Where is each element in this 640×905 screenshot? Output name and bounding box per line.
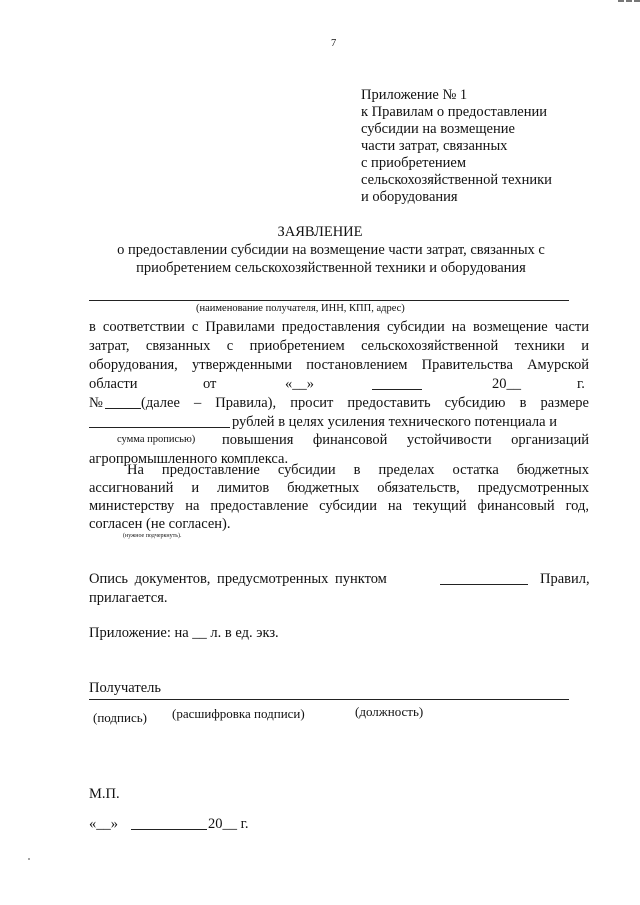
appendix-line: сельскохозяйственной техники <box>361 172 552 188</box>
signature-caption: (подпись) <box>93 710 147 725</box>
recipient-label: Получатель <box>89 680 161 696</box>
recipient-caption: (наименование получателя, ИНН, КПП, адрес) <box>196 303 405 314</box>
subsidy-amount-field[interactable] <box>89 427 230 428</box>
appendix-line: субсидии на возмещение <box>361 121 515 137</box>
decree-day-field[interactable]: «__» <box>285 376 314 392</box>
signature-field[interactable] <box>89 699 569 700</box>
date-month-field[interactable] <box>131 829 207 830</box>
recipient-name-field[interactable] <box>89 300 569 301</box>
stamp-place: М.П. <box>89 786 120 802</box>
document-subtitle-line: приобретением сельскохозяйственной техники и оборудования <box>136 260 526 276</box>
appendix-line: к Правилам о предоставлении <box>361 104 548 120</box>
decree-number-field[interactable] <box>105 408 141 409</box>
body-line: министерству на предоставление субсидии на текущий финансовый год, <box>89 498 589 514</box>
body-line: оборудования, утвержденными постановлением Правительства Амурской <box>89 357 589 373</box>
body-line: рублей в целях усиления технического потенциала и <box>232 414 557 430</box>
attachment-line: Приложение: на __ л. в ед. экз. <box>89 625 279 641</box>
body-line: На предоставление субсидии в пределах остатка бюджетных <box>127 462 589 478</box>
appendix-line: части затрат, связанных <box>361 138 508 154</box>
inventory-line: прилагается. <box>89 590 168 606</box>
decree-month-field[interactable] <box>372 389 422 390</box>
appendix-line: и оборудования <box>361 189 458 205</box>
date-year-field[interactable]: 20__ г. <box>208 816 249 832</box>
decree-year-field[interactable]: 20__ <box>492 376 521 392</box>
underline-note: (нужное подчеркнуть). <box>123 533 182 539</box>
body-year-suffix: г. <box>577 376 585 392</box>
body-region-word: области <box>89 376 138 392</box>
document-title: ЗАЯВЛЕНИЕ <box>277 224 363 240</box>
inventory-item-field[interactable] <box>440 584 528 585</box>
inventory-line-end: Правил, <box>540 571 590 587</box>
scan-speck <box>28 858 30 860</box>
appendix-line: с приобретением <box>361 155 467 171</box>
body-number-sign: № <box>89 395 103 411</box>
decoding-caption: (расшифровка подписи) <box>172 706 305 721</box>
body-line: согласен (не согласен). <box>89 516 231 532</box>
body-line: ассигнований и лимитов бюджетных обязательств, предусмотренных <box>89 480 589 496</box>
scan-edge-mark <box>618 0 640 6</box>
body-line: агропромышленного комплекса. <box>89 451 289 467</box>
body-line: (далее – Правила), просит предоставить субсидию в размере <box>141 395 589 411</box>
body-from-word: от <box>203 376 217 392</box>
inventory-line: Опись документов, предусмотренных пунктом <box>89 571 387 587</box>
body-line: повышения финансовой устойчивости организаций <box>222 432 589 448</box>
position-caption: (должность) <box>355 704 424 719</box>
amount-caption: сумма прописью) <box>117 434 196 445</box>
body-line: затрат, связанных с приобретением сельскохозяйственной техники и <box>89 338 589 354</box>
date-day-field[interactable]: «__» <box>89 816 118 832</box>
appendix-line: Приложение № 1 <box>361 87 468 103</box>
document-subtitle-line: о предоставлении субсидии на возмещение части затрат, связанных с <box>117 242 545 258</box>
page-number: 7 <box>331 38 337 49</box>
body-line: в соответствии с Правилами предоставления субсидии на возмещение части <box>89 319 589 335</box>
